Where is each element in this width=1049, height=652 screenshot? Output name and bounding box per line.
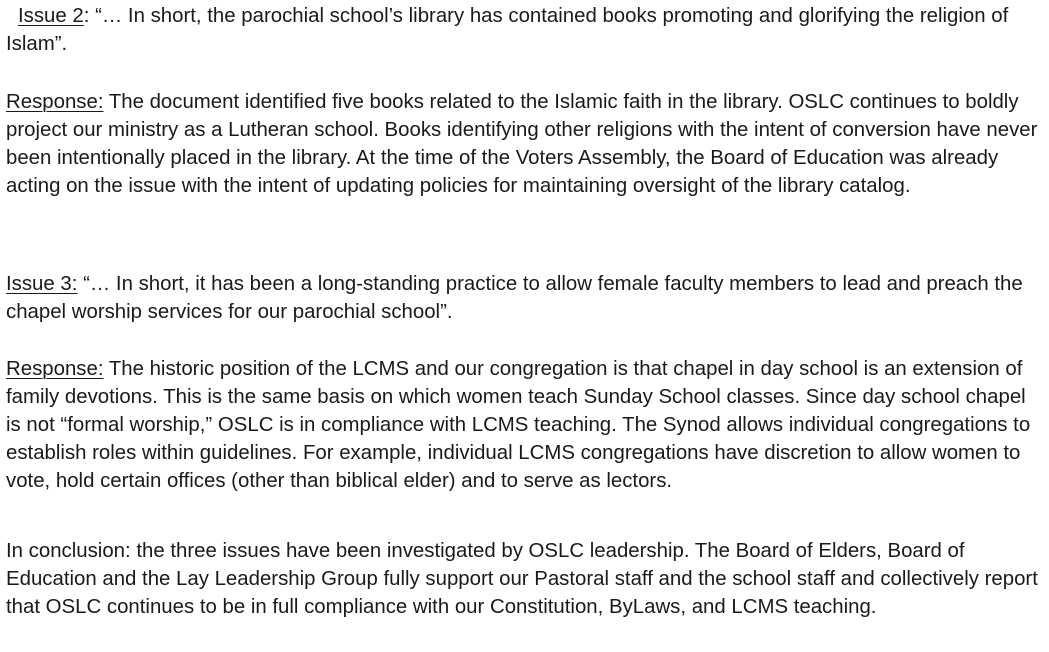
issue-2-label: Issue 2: [18, 5, 84, 27]
issue-3-paragraph: [6, 270, 1046, 326]
conclusion-paragraph: [6, 537, 1046, 621]
response-2-text: The document identified five books related to the Islamic faith in the library. OSLC continues to boldly project our ministry as a Lutheran school. Books identifying other religions with the intent of conversion have never been intentionally placed in the library. At the time of the Voters Assembly, the Board of Education was already acting on the issue with the intent of updating policies for maintaining oversight of the library catalog.: [6, 91, 1038, 197]
issue-3-label: Issue 3:: [6, 273, 78, 295]
response-2-label: Response:: [6, 91, 104, 113]
response-3-label: Response:: [6, 358, 104, 380]
response-3-text: The historic position of the LCMS and our congregation is that chapel in day school is an extension of family devotions. This is the same basis on which women teach Sunday School classes. Since day school chapel is not “formal worship,” OSLC is in compliance with LCMS teaching. The Synod allows individual congregations to establish roles within guidelines. For example, individual LCMS congregations have discretion to allow women to vote, hold certain offices (other than biblical elder) and to serve as lectors.: [6, 358, 1031, 492]
issue-2-text: : “… In short, the parochial school’s library has contained books promoting and glorifying the religion of Islam”.: [6, 5, 1009, 55]
issue-2-paragraph: [6, 2, 1046, 58]
response-3-paragraph: [6, 355, 1046, 495]
conclusion-text: In conclusion: the three issues have been investigated by OSLC leadership. The Board of Elders, Board of Education and the Lay Leadership Group fully support our Pastoral staff and the school staff and collectively report that OSLC continues to be in full compliance with our Constitution, ByLaws, and LCMS teaching.: [6, 540, 1038, 618]
response-2-paragraph: [6, 88, 1046, 200]
issue-3-text: “… In short, it has been a long-standing practice to allow female faculty members to lead and preach the chapel worship services for our parochial school”.: [6, 273, 1023, 323]
